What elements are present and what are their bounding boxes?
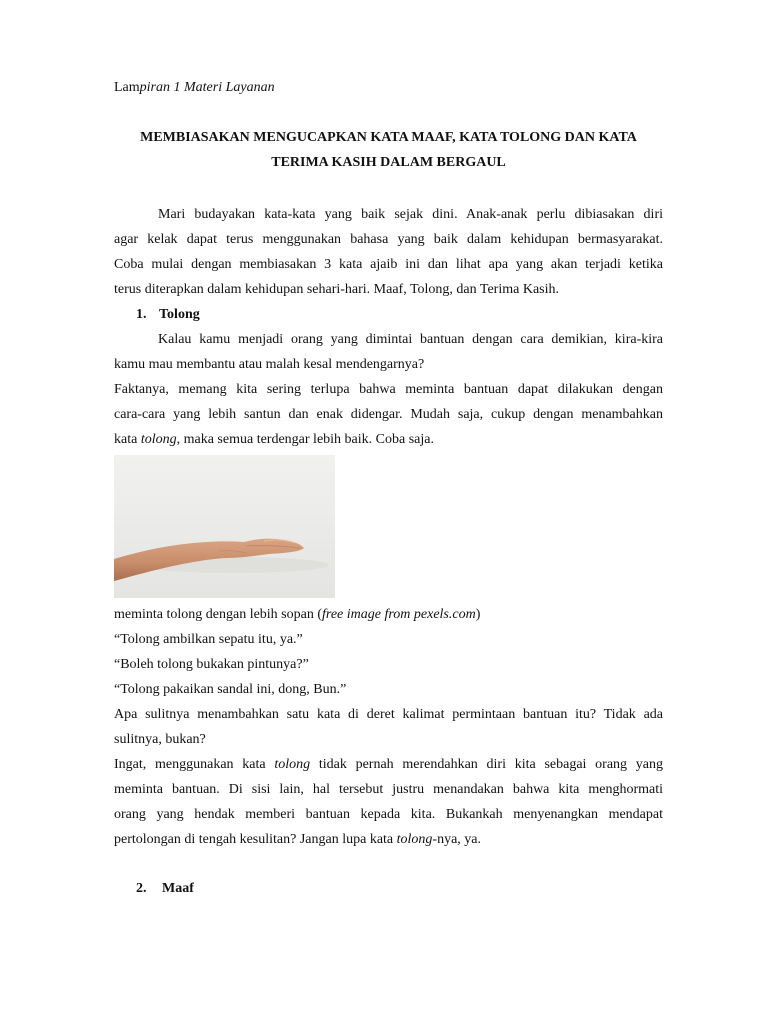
intro-line: terus diterapkan dalam kehidupan sehari-hari. Maaf, Tolong, dan Terima Kasih. [114,282,559,297]
section-1-heading: Tolong [159,307,200,322]
paragraph-line: pertolongan di tengah kesulitan? Jangan lupa kata tolong-nya, ya. [114,832,482,847]
paragraph-line: Faktanya, memang kita sering terlupa bahwa meminta bantuan dapat dilakukan dengan [114,382,663,397]
example-quote: “Tolong ambilkan sepatu itu, ya.” [114,632,303,647]
section-2-number: 2. [136,881,147,896]
appendix-label: Lampiran 1 Materi Layanan [114,80,275,95]
intro-line: Coba mulai dengan membiasakan 3 kata ajaib ini dan lihat apa yang akan terjadi ketika [114,257,663,272]
open-hand-photo [114,455,335,598]
hand-illustration [114,455,335,598]
paragraph-line: kamu mau membantu atau malah kesal mendengarnya? [114,357,425,372]
section-2-heading: Maaf [162,881,194,896]
paragraph-line: kata tolong, maka semua terdengar lebih baik. Coba saja. [114,432,434,447]
example-quote: “Boleh tolong bukakan pintunya?” [114,657,309,672]
paragraph-line: sulitnya, bukan? [114,732,206,747]
document-title-line-2: TERIMA KASIH DALAM BERGAUL [271,155,506,170]
document-title-line-1: MEMBIASAKAN MENGUCAPKAN KATA MAAF, KATA TOLONG DAN KATA [140,130,637,145]
paragraph-line: Apa sulitnya menambahkan satu kata di deret kalimat permintaan bantuan itu? Tidak ada [114,707,663,722]
paragraph-line: Ingat, menggunakan kata tolong tidak pernah merendahkan diri kita sebagai orang yang [114,757,663,772]
paragraph-line: meminta bantuan. Di sisi lain, hal tersebut justru menandakan bahwa kita menghormati [114,782,663,797]
paragraph-line: cara-cara yang lebih santun dan enak didengar. Mudah saja, cukup dengan menambahkan [114,407,663,422]
paragraph-line: Kalau kamu menjadi orang yang dimintai bantuan dengan cara demikian, kira-kira [158,332,663,347]
section-1-number: 1. [136,307,147,322]
intro-line: Mari budayakan kata-kata yang baik sejak dini. Anak-anak perlu dibiasakan diri [158,207,663,222]
image-caption: meminta tolong dengan lebih sopan (free image from pexels.com) [114,607,481,622]
paragraph-line: orang yang hendak memberi bantuan kepada kita. Bukankah menyenangkan mendapat [114,807,663,822]
example-quote: “Tolong pakaikan sandal ini, dong, Bun.” [114,682,347,697]
intro-line: agar kelak dapat terus menggunakan bahasa yang baik dalam kehidupan bermasyarakat. [114,232,663,247]
